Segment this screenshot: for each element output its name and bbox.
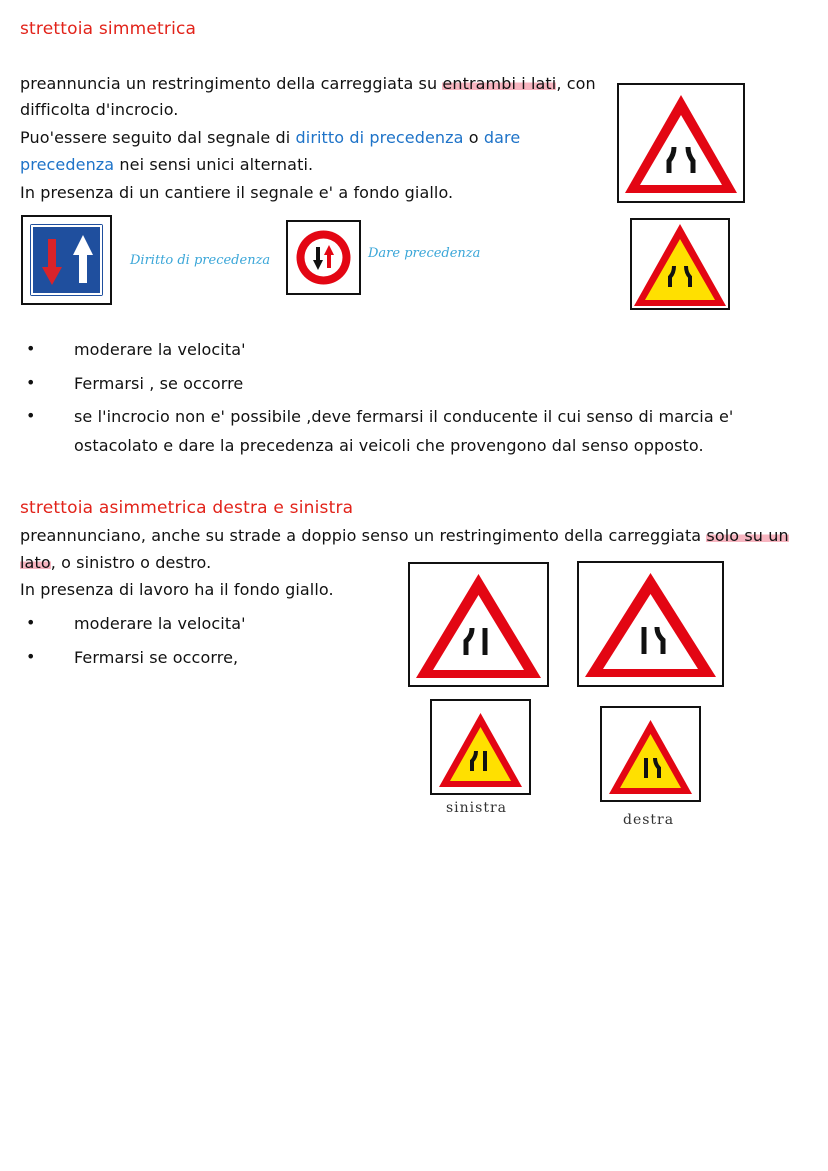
priority-arrows-icon bbox=[23, 217, 110, 303]
caption-destra: destra bbox=[623, 812, 675, 828]
text: preannuncia un restringimento della carreggiata su bbox=[20, 74, 443, 93]
highlighted-term: precedenza bbox=[20, 155, 115, 174]
bullet-dot: • bbox=[26, 406, 36, 425]
paragraph-line bbox=[20, 155, 313, 175]
text: , con bbox=[556, 74, 596, 93]
list-item-continuation: ostacolato e dare la precedenza ai veicoli che provengono dal senso opposto. bbox=[74, 436, 704, 455]
warning-triangle-icon bbox=[579, 563, 722, 685]
paragraph-line: difficolta d'incrocio. bbox=[20, 100, 179, 119]
sign-strettoia-asimmetrica-destra-cantiere bbox=[600, 706, 701, 802]
list-item: Fermarsi se occorre, bbox=[74, 648, 239, 667]
paragraph-line bbox=[20, 74, 596, 94]
sign-strettoia-asimmetrica-sinistra bbox=[408, 562, 549, 687]
list-item: Fermarsi , se occorre bbox=[74, 374, 244, 393]
list-item: moderare la velocita' bbox=[74, 340, 246, 359]
text: , o sinistro o destro. bbox=[50, 553, 212, 572]
sign-strettoia-simmetrica-cantiere bbox=[630, 218, 730, 310]
sign-strettoia-asimmetrica-sinistra-cantiere bbox=[430, 699, 531, 795]
text: preannunciano, anche su strade a doppio senso un restringimento della carreggiata bbox=[20, 526, 707, 545]
bullet-dot: • bbox=[26, 373, 36, 392]
bullet-dot: • bbox=[26, 613, 36, 632]
bullet-dot: • bbox=[26, 647, 36, 666]
section-title-symmetric: strettoia simmetrica bbox=[20, 19, 197, 39]
highlighted-text: lato bbox=[20, 553, 51, 572]
highlighted-term: dare bbox=[483, 128, 521, 147]
paragraph-line bbox=[20, 128, 520, 148]
text: Puo'essere seguito dal segnale di bbox=[20, 128, 296, 147]
warning-triangle-icon bbox=[619, 85, 743, 201]
highlighted-text: entrambi i lati bbox=[442, 74, 557, 93]
note-dare-precedenza: Dare precedenza bbox=[368, 246, 481, 261]
sign-dare-precedenza bbox=[286, 220, 361, 295]
paragraph-line: In presenza di lavoro ha il fondo giallo. bbox=[20, 580, 334, 599]
text: o bbox=[463, 128, 484, 147]
highlighted-term: diritto di precedenza bbox=[295, 128, 464, 147]
caption-sinistra: sinistra bbox=[446, 800, 508, 816]
paragraph-line: In presenza di un cantiere il segnale e' a fondo giallo. bbox=[20, 183, 454, 202]
warning-triangle-icon bbox=[432, 701, 529, 793]
bullet-dot: • bbox=[26, 339, 36, 358]
sign-strettoia-asimmetrica-destra bbox=[577, 561, 724, 687]
warning-triangle-icon bbox=[410, 564, 547, 685]
note-diritto-di-precedenza: Diritto di precedenza bbox=[130, 253, 271, 268]
sign-diritto-di-precedenza bbox=[21, 215, 112, 305]
paragraph-line bbox=[20, 526, 789, 546]
list-item: moderare la velocita' bbox=[74, 614, 246, 633]
warning-triangle-icon bbox=[602, 708, 699, 800]
highlighted-text: solo su un bbox=[706, 526, 789, 545]
list-item: se l'incrocio non e' possibile ,deve fermarsi il conducente il cui senso di marcia e' bbox=[74, 407, 734, 426]
section-title-asymmetric: strettoia asimmetrica destra e sinistra bbox=[20, 498, 354, 518]
warning-triangle-icon bbox=[632, 220, 728, 308]
paragraph-line bbox=[20, 553, 211, 573]
give-way-oncoming-icon bbox=[288, 222, 359, 293]
sign-strettoia-simmetrica bbox=[617, 83, 745, 203]
text: nei sensi unici alternati. bbox=[114, 155, 314, 174]
